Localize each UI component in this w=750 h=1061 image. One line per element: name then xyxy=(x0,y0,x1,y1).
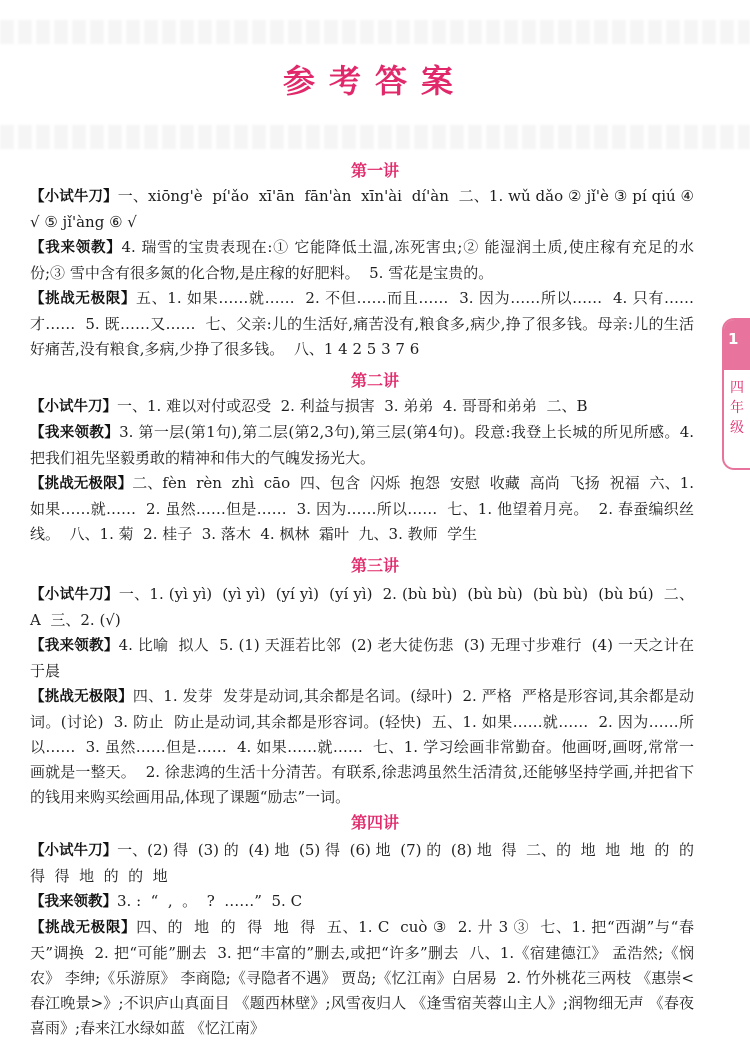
section-heading-4: 第四讲 xyxy=(350,813,399,832)
answer-text: 4. 瑞雪的宝贵表现在:① 它能降低土温,冻死害虫;② 能湿润土质,使庄稼有充足的水份;③ 雪中含有很多氮的化合物,是庄稼的好肥料。 5. 雪花是宝贵的。 xyxy=(30,238,694,282)
answer-tag: 【我来领教】 xyxy=(30,894,117,910)
answer-paragraph xyxy=(30,394,694,420)
section-3-body xyxy=(30,582,694,810)
side-tab-number: 1 xyxy=(728,330,739,348)
answer-paragraph xyxy=(30,286,694,362)
answer-tag: 【小试牛刀】 xyxy=(30,189,118,205)
answer-text: 四、1. 发芽 发芽是动词,其余都是名词。(绿叶) 2. 严格 严格是形容词,其余都是动词。(讨论) 3. 防止 防止是动词,其余都是形容词。(轻快) 五、1. 如果……就…… 2. 因为……所以…… 3. 虽然……但是…… 4. 如果……就…… 七、1. 学习绘画非常勤奋。他画呀,画呀,常常一画就是一整天。 2. 徐悲鸿的生活十分清苦。有联系,徐悲鸿虽然生活清贫,还能够坚持学画,并把省下的钱用来购买绘画用品,体现了课题“励志”一词。 xyxy=(30,687,695,806)
answer-paragraph xyxy=(30,420,699,471)
answer-paragraph xyxy=(30,889,694,915)
answer-text: 一、xiōng'è pí'ǎo xī'ān fān'àn xīn'ài dí'àn 二、1. wǔ dǎo ② jǐ'è ③ pí qiú ④ √ ⑤ jǐ'àng ⑥ √ xyxy=(30,187,699,231)
answer-text: 二、fèn rèn zhì cāo 四、包含 闪烁 抱怨 安慰 收藏 高尚 飞扬 祝福 六、1. 如果……就…… 2. 虽然……但是…… 3. 因为……所以…… 七、1. 他望着月亮。 2. 春蚕编织丝线。 八、1. 菊 2. 桂子 3. 落木 4. 枫林 霜叶 九、3. 教师 学生 xyxy=(30,474,699,543)
answer-paragraph xyxy=(30,235,694,286)
answer-paragraph xyxy=(30,582,694,633)
bleed-through-line xyxy=(0,125,750,149)
answer-text: 3. : “ , 。 ? ……” 5. C xyxy=(117,892,303,910)
answer-text: 四、的 地 的 得 地 得 五、1. C cuò ③ 2. 廾 3 ③ 七、1. 把“西湖”与“春天”调换 2. 把“可能”删去 3. 把“丰富的”删去,或把“许多”删去 八、1.《宿建德江》 孟浩然;《悯农》 李绅;《乐游原》 李商隐;《寻隐者不遇》 贾岛;《忆江南》白居易 2. 竹外桃花三两枝 《惠崇<春江晚景>》;不识庐山真面目 《题西林壁》;风雪夜归人 《逢雪宿芙蓉山主人》;润物细无声 《春夜喜雨》;春来江水绿如蓝 《忆江南》 xyxy=(30,918,695,1037)
answer-tag: 【挑战无极限】 xyxy=(30,689,133,705)
answer-tag: 【我来领教】 xyxy=(30,425,120,441)
answer-tag: 【我来领教】 xyxy=(30,638,119,654)
grade-side-tab xyxy=(722,318,750,470)
answer-text: 一、1. (yì yì) (yì yì) (yí yì) (yí yì) 2. (bù bù) (bù bù) (bù bù) (bù bú) 二、A 三、2. (√) xyxy=(30,585,695,629)
page-title: 参考答案 xyxy=(282,62,467,100)
answer-paragraph xyxy=(30,471,699,547)
answer-tag: 【挑战无极限】 xyxy=(30,920,137,936)
answer-text: 一、1. 难以对付或忍受 2. 利益与损害 3. 弟弟 4. 哥哥和弟弟 二、B xyxy=(117,397,588,415)
answer-paragraph xyxy=(30,915,694,1041)
answer-text: 4. 比喻 拟人 5. (1) 天涯若比邻 (2) 老大徒伤悲 (3) 无理寸步难行 (4) 一天之计在于晨 xyxy=(30,636,694,680)
section-4-body xyxy=(30,838,704,1041)
answer-text: 五、1. 如果……就…… 2. 不但……而且…… 3. 因为……所以…… 4. 只有……才…… 5. 既……又…… 七、父亲:儿的生活好,痛苦没有,粮食多,病少,挣了很多钱。母亲:儿的生活好痛苦,没有粮食,多病,少挣了很多钱。 八、1 4 2 5 3 7 6 xyxy=(30,289,694,358)
section-heading-3: 第三讲 xyxy=(350,556,399,575)
section-1-body xyxy=(30,184,699,362)
answer-paragraph xyxy=(30,633,694,684)
answer-tag: 【挑战无极限】 xyxy=(30,291,137,307)
answer-paragraph xyxy=(30,684,694,810)
answer-tag: 【小试牛刀】 xyxy=(30,587,119,603)
answer-text: 一、(2) 得 (3) 的 (4) 地 (5) 得 (6) 地 (7) 的 (8) 地 得 二、的 地 地 地 的 的 得 得 地 的 的 地 xyxy=(30,841,704,885)
section-heading-1: 第一讲 xyxy=(350,161,399,180)
answer-paragraph xyxy=(30,838,704,889)
answer-tag: 【挑战无极限】 xyxy=(30,476,133,492)
side-tab-label: 四年级 xyxy=(730,380,744,436)
answer-paragraph xyxy=(30,184,699,235)
answer-text: 3. 第一层(第1句),第二层(第2,3句),第三层(第4句)。段意:我登上长城的所见所感。4. 把我们祖先坚毅勇敢的精神和伟大的气魄发扬光大。 xyxy=(30,423,699,467)
section-heading-2: 第二讲 xyxy=(350,371,399,390)
answer-tag: 【小试牛刀】 xyxy=(30,399,117,415)
section-2-body xyxy=(30,394,699,547)
answer-tag: 【小试牛刀】 xyxy=(30,843,118,859)
bleed-through-line xyxy=(0,20,750,44)
answer-tag: 【我来领教】 xyxy=(30,240,122,256)
